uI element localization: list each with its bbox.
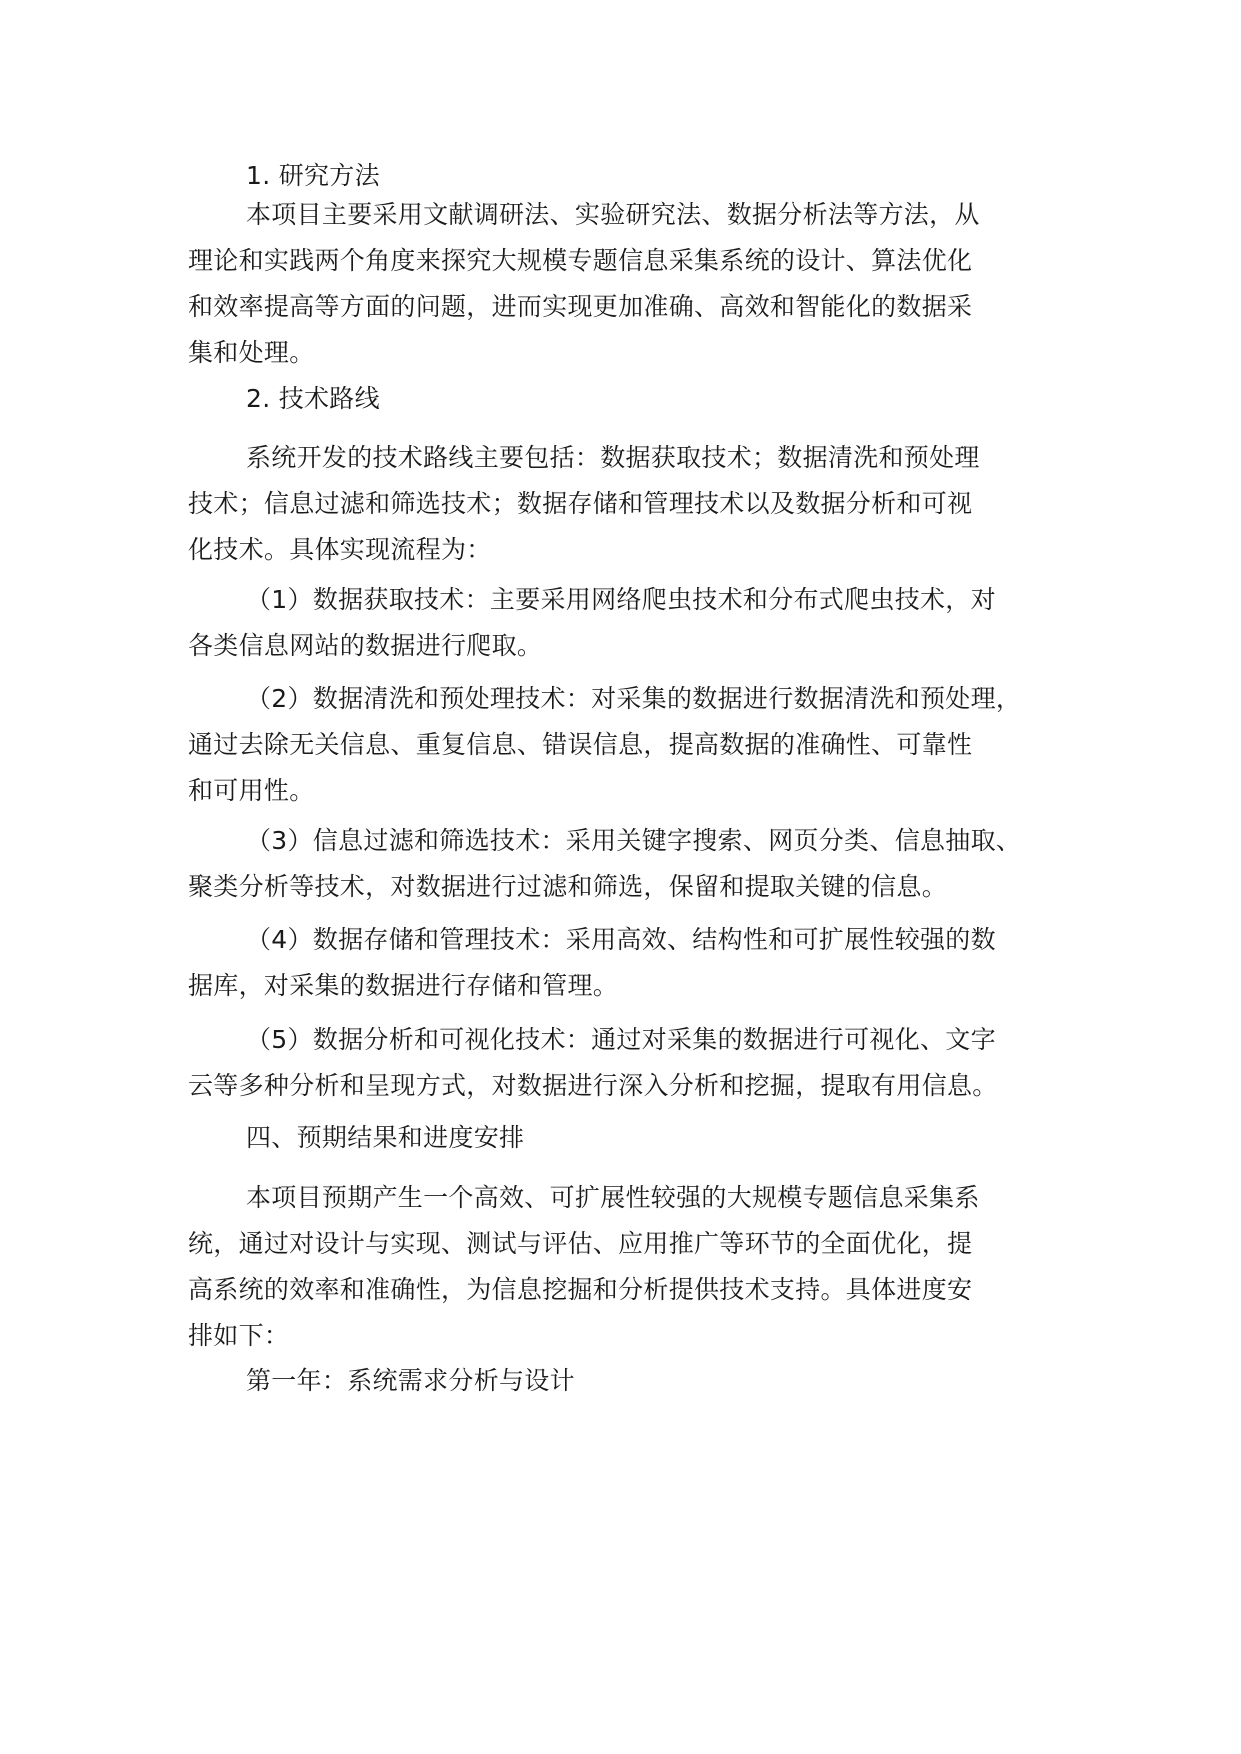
text-line: 通过去除无关信息、重复信息、错误信息，提高数据的准确性、可靠性 [188, 730, 973, 759]
text-line: 理论和实践两个角度来探究大规模专题信息采集系统的设计、算法优化 [188, 246, 973, 275]
list-item-5 [188, 1017, 1088, 1109]
text-line: 集和处理。 [188, 338, 315, 367]
text-line: 本项目主要采用文献调研法、实验研究法、数据分析法等方法，从 [246, 200, 980, 229]
text-line: 聚类分析等技术，对数据进行过滤和筛选，保留和提取关键的信息。 [188, 872, 948, 901]
text-line: 四、预期结果和进度安排 [246, 1123, 525, 1152]
schedule-year-one [188, 1358, 1088, 1404]
paragraph-expected-results [188, 1175, 1088, 1359]
text-line: 统，通过对设计与实现、测试与评估、应用推广等环节的全面优化，提 [188, 1229, 973, 1258]
text-line: 1. 研究方法 [246, 161, 380, 190]
list-item-4 [188, 917, 1088, 1009]
text-line: 本项目预期产生一个高效、可扩展性较强的大规模专题信息采集系 [246, 1183, 980, 1212]
text-line: 和可用性。 [188, 776, 315, 805]
list-item-2 [188, 676, 1088, 814]
text-line: 各类信息网站的数据进行爬取。 [188, 631, 543, 660]
text-line: （4）数据存储和管理技术：采用高效、结构性和可扩展性较强的数 [246, 925, 996, 954]
text-line: 第一年：系统需求分析与设计 [246, 1366, 575, 1395]
text-line: （2）数据清洗和预处理技术：对采集的数据进行数据清洗和预处理， [246, 684, 1022, 713]
text-line: 和效率提高等方面的问题，进而实现更加准确、高效和智能化的数据采 [188, 292, 973, 321]
paragraph-technical-route [188, 435, 1088, 573]
text-line: 系统开发的技术路线主要包括：数据获取技术；数据清洗和预处理 [246, 443, 980, 472]
text-line: 高系统的效率和准确性，为信息挖掘和分析提供技术支持。具体进度安 [188, 1275, 973, 1304]
text-line: （1）数据获取技术：主要采用网络爬虫技术和分布式爬虫技术，对 [246, 585, 996, 614]
text-line: （3）信息过滤和筛选技术：采用关键字搜索、网页分类、信息抽取、 [246, 826, 1022, 855]
text-line: 云等多种分析和呈现方式，对数据进行深入分析和挖掘，提取有用信息。 [188, 1071, 998, 1100]
text-line: 技术；信息过滤和筛选技术；数据存储和管理技术以及数据分析和可视 [188, 489, 973, 518]
list-item-3 [188, 818, 1088, 910]
paragraph-research-methods [188, 192, 1088, 376]
text-line: 2. 技术路线 [246, 384, 380, 413]
section-heading-expected-results [188, 1115, 1088, 1161]
text-line: 排如下： [188, 1321, 290, 1350]
list-item-1 [188, 577, 1088, 669]
section-heading-technical-route [188, 376, 1088, 422]
text-line: 化技术。具体实现流程为： [188, 535, 492, 564]
text-line: 据库，对采集的数据进行存储和管理。 [188, 971, 619, 1000]
text-line: （5）数据分析和可视化技术：通过对采集的数据进行可视化、文字 [246, 1025, 996, 1054]
